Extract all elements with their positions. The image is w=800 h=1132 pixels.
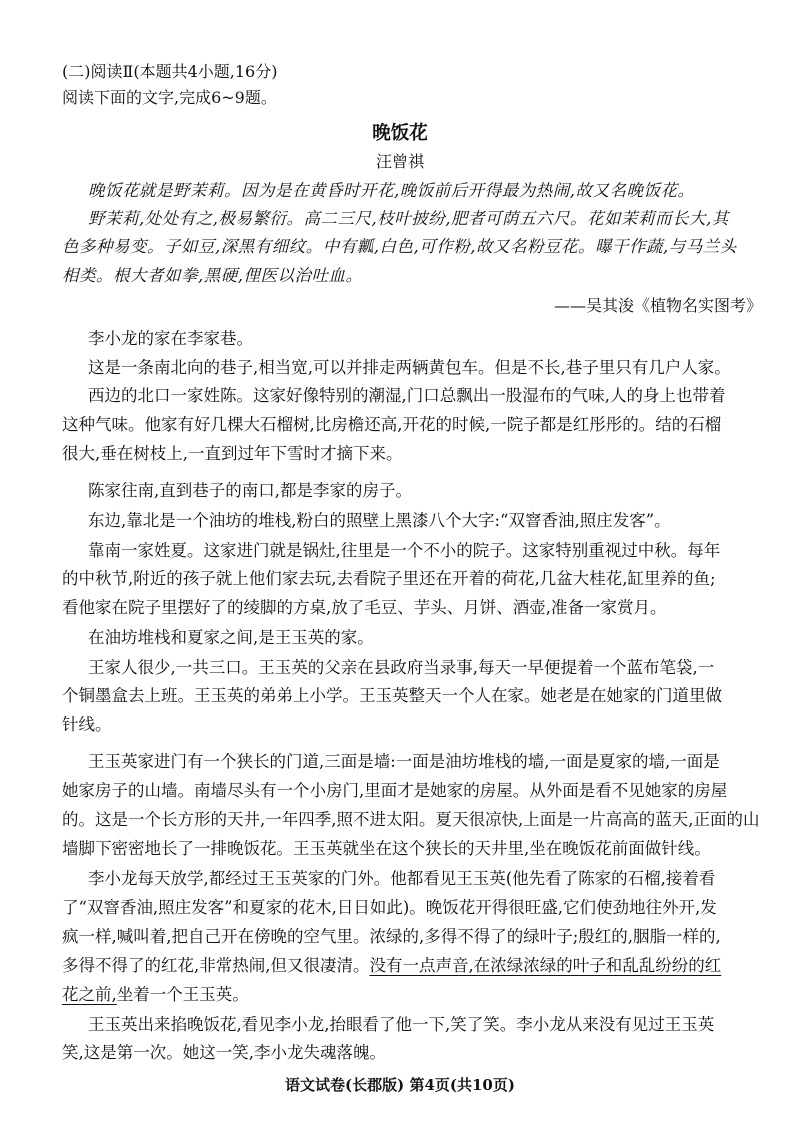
body-line: 的中秋节,附近的孩子就上他们家去玩,去看院子里还在开着的荷花,几盆大桂花,缸里养的鱼;: [62, 569, 716, 588]
epigraph-line: 野茉莉,处处有之,极易繁衍。高二三尺,枝叶披纷,肥者可荫五六尺。花如茉莉而长大,其: [88, 209, 729, 228]
body-line: 看他家在院子里摆好了的绫脚的方桌,放了毛豆、芋头、月饼、酒壶,准备一家赏月。: [62, 598, 667, 617]
body-line-mixed: [62, 954, 721, 978]
epigraph-line: 色多种易变。子如豆,深黑有细纹。中有瓤,白色,可作粉,故又名粉豆花。曝干作蔬,与马兰头: [62, 237, 737, 256]
body-line: 了“双窨香油,照庄发客”和夏家的花木,日日如此)。晚饭花开得很旺盛,它们使劲地往外开,发: [62, 898, 717, 917]
body-line: 笑,这是第一次。她这一笑,李小龙失魂落魄。: [62, 1043, 386, 1062]
body-line: 针线。: [62, 715, 112, 734]
underlined-passage: 没有一点声音,在浓绿浓绿的叶子和乱乱纷纷的红: [369, 956, 722, 975]
epigraph-line: 相类。根大者如拳,黑硬,俚医以治吐血。: [62, 266, 363, 285]
body-line: 的。这是一个长方形的天井,一年四季,照不进太阳。夏天很凉快,上面是一片高高的蓝天,正面的山: [62, 810, 760, 829]
body-line: 王家人很少,一共三口。王玉英的父亲在县政府当录事,每天一早便提着一个蓝布笔袋,一: [88, 658, 715, 677]
body-line: 王玉英出来掐晚饭花,看见李小龙,抬眼看了他一下,笑了笑。李小龙从来没有见过王玉英: [88, 1015, 715, 1034]
body-line: 王玉英家进门有一个狭长的门道,三面是墙:一面是油坊堆栈的墙,一面是夏家的墙,一面是: [88, 752, 720, 771]
body-text: 多得不得了的红花,非常热闹,但又很凄清。: [62, 956, 370, 975]
body-text: 坐着一个王玉英。: [116, 985, 249, 1004]
body-line: 很大,垂在树枝上,一直到过年下雪时才摘下来。: [62, 444, 403, 463]
underlined-passage: 花之前,: [62, 985, 117, 1004]
body-line: 靠南一家姓夏。这家进门就是锅灶,往里是一个不小的院子。这家特别重视过中秋。每年: [88, 541, 721, 560]
body-line: 疯一样,喊叫着,把自己开在傍晚的空气里。浓绿的,多得不得了的绿叶子;殷红的,胭脂一样的,: [62, 927, 721, 946]
article-title: 晚饭花: [372, 123, 428, 144]
article-author: 汪曾祺: [375, 152, 424, 171]
body-line: 这是一条南北向的巷子,相当宽,可以并排走两辆黄包车。但是不长,巷子里只有几户人家。: [88, 358, 731, 377]
page-footer: 语文试卷(长郡版) 第4页(共10页): [285, 1076, 515, 1094]
instruction-text: 阅读下面的文字,完成6~9题。: [62, 88, 277, 107]
body-line: 个铜墨盒去上班。王玉英的弟弟上小学。王玉英整天一个人在家。她老是在她家的门道里做: [62, 686, 722, 705]
epigraph-source: ——吴其浚《植物名实图考》: [553, 296, 762, 315]
body-line: 西边的北口一家姓陈。这家好像特别的潮湿,门口总飘出一股湿布的气味,人的身上也带着: [88, 386, 726, 405]
body-line: 这种气味。他家有好几棵大石榴树,比房檐还高,开花的时候,一院子都是红彤彤的。结的石榴: [62, 415, 722, 434]
epigraph-line: 晚饭花就是野茉莉。因为是在黄昏时开花,晚饭前后开得最为热闹,故又名晚饭花。: [88, 181, 695, 200]
body-line: 她家房子的山墙。南墙尽头有一个小房门,里面才是她家的房屋。从外面是看不见她家的房屋: [62, 781, 728, 800]
body-line: 东边,靠北是一个油坊的堆栈,粉白的照壁上黑漆八个大字:“双窨香油,照庄发客”。: [88, 511, 671, 530]
section-heading: (二)阅读Ⅱ(本题共4小题,16分): [62, 62, 278, 81]
body-line-mixed: [62, 983, 249, 1007]
body-line: 在油坊堆栈和夏家之间,是王玉英的家。: [88, 628, 374, 647]
body-line: 陈家往南,直到巷子的南口,都是李家的房子。: [88, 481, 412, 500]
body-line: 李小龙的家在李家巷。: [88, 329, 253, 348]
body-line: 李小龙每天放学,都经过王玉英家的门外。他都看见王玉英(他先看了陈家的石榴,接着看: [88, 869, 716, 888]
body-line: 墙脚下密密地长了一排晚饭花。王玉英就坐在这个狭长的天井里,坐在晚饭花前面做针线。: [62, 839, 711, 858]
